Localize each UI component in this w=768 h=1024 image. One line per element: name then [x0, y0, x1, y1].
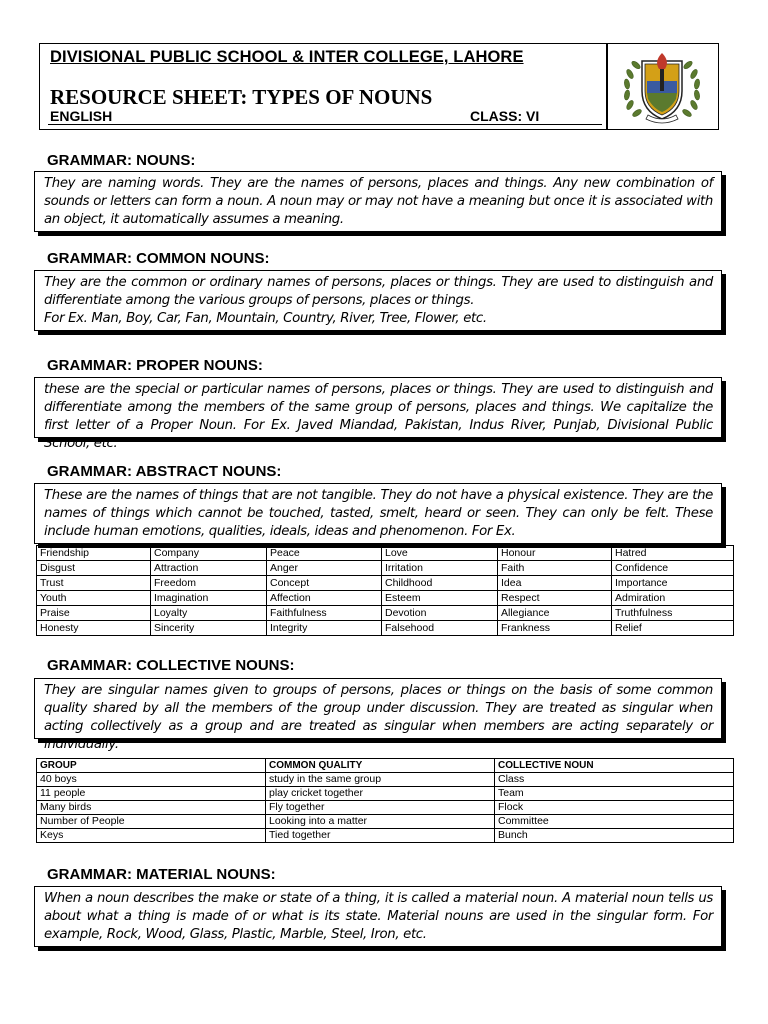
table-cell: Attraction [151, 561, 267, 576]
definition-text: These are the names of things that are not tangible. They do not have a physical existence. They are the names of things which cannot be touched, tasted, smelt, heard or seen. They can only be felt. These include human emotions, qualities, ideals, ideas and phenomenon. For Ex. [44, 488, 713, 539]
table-cell: Relief [612, 621, 734, 636]
school-name: DIVISIONAL PUBLIC SCHOOL & INTER COLLEGE, LAHORE [50, 48, 524, 66]
definition-box-abstract-nouns [34, 483, 722, 544]
column-header: COLLECTIVE NOUN [495, 759, 734, 773]
page-title: RESOURCE SHEET: TYPES OF NOUNS [50, 85, 433, 109]
table-cell: Peace [267, 546, 382, 561]
table-cell: Fly together [266, 801, 495, 815]
table-cell: Devotion [382, 606, 498, 621]
table-cell: Frankness [498, 621, 612, 636]
table-cell: Class [495, 773, 734, 787]
table-cell: Freedom [151, 576, 267, 591]
table-cell: Affection [267, 591, 382, 606]
definition-text: When a noun describes the make or state of a thing, it is called a material noun. A material noun tells us about what a thing is made of or what is its state. Material nouns are used in the singular form. For example, Rock, Wood, Glass, Plastic, Marble, Steel, Iron, etc. [44, 891, 713, 942]
table-cell: Hatred [612, 546, 734, 561]
definition-box-proper-nouns [34, 377, 722, 451]
table-cell: Honour [498, 546, 612, 561]
definition-text: They are singular names given to groups of persons, places or things on the basis of some common quality shared by all the members of the group under discussion. They are treated as singular when acting collectively as a group and are treated as singular when members are acting separately or individually. [44, 683, 713, 752]
table-cell: Faithfulness [267, 606, 382, 621]
table-cell: Confidence [612, 561, 734, 576]
table-row [37, 546, 734, 561]
table-cell: Anger [267, 561, 382, 576]
table-cell: 11 people [37, 787, 266, 801]
table-cell: Honesty [37, 621, 151, 636]
subject-label: ENGLISH [50, 108, 113, 124]
table-cell: 40 boys [37, 773, 266, 787]
table-cell: study in the same group [266, 773, 495, 787]
table-row [37, 829, 734, 843]
table-cell: Concept [267, 576, 382, 591]
collective-nouns-table [36, 758, 734, 843]
table-cell: Sincerity [151, 621, 267, 636]
heading-material-nouns: GRAMMAR: MATERIAL NOUNS: [47, 866, 276, 883]
table-cell: Friendship [37, 546, 151, 561]
table-cell: Importance [612, 576, 734, 591]
heading-collective-nouns: GRAMMAR: COLLECTIVE NOUNS: [47, 657, 295, 674]
definition-box-nouns [34, 171, 722, 232]
heading-common-nouns: GRAMMAR: COMMON NOUNS: [47, 250, 270, 267]
table-cell: Esteem [382, 591, 498, 606]
table-row [37, 561, 734, 576]
table-cell: Youth [37, 591, 151, 606]
table-row [37, 606, 734, 621]
table-cell: play cricket together [266, 787, 495, 801]
definition-text: these are the special or particular names of persons, places or things. They are used to distinguish and differentiate among the members of the same group of persons, places and things. We capitalize the first letter of a Proper Noun. For Ex. Javed Miandad, Pakistan, Indus River, Punjab, Divisional Public School, etc. [44, 382, 713, 451]
table-row [37, 621, 734, 636]
column-header: COMMON QUALITY [266, 759, 495, 773]
table-cell: Team [495, 787, 734, 801]
table-cell: Imagination [151, 591, 267, 606]
table-cell: Falsehood [382, 621, 498, 636]
table-cell: Keys [37, 829, 266, 843]
table-cell: Childhood [382, 576, 498, 591]
table-cell: Faith [498, 561, 612, 576]
table-cell: Trust [37, 576, 151, 591]
header-divider [606, 43, 608, 130]
example-text: For Ex. Man, Boy, Car, Fan, Mountain, Country, River, Tree, Flower, etc. [44, 311, 487, 326]
heading-proper-nouns: GRAMMAR: PROPER NOUNS: [47, 357, 263, 374]
table-row [37, 773, 734, 787]
definition-text: They are the common or ordinary names of persons, places or things. They are used to distinguish and differentiate among the various groups of persons, places or things. [44, 275, 713, 308]
table-cell: Tied together [266, 829, 495, 843]
definition-box-common-nouns [34, 270, 722, 331]
school-crest-logo [618, 47, 706, 127]
table-cell: Love [382, 546, 498, 561]
table-cell: Irritation [382, 561, 498, 576]
heading-nouns: GRAMMAR: NOUNS: [47, 152, 196, 169]
table-cell: Number of People [37, 815, 266, 829]
table-cell: Admiration [612, 591, 734, 606]
table-cell: Respect [498, 591, 612, 606]
table-row [37, 815, 734, 829]
table-cell: Company [151, 546, 267, 561]
table-cell: Flock [495, 801, 734, 815]
table-cell: Bunch [495, 829, 734, 843]
definition-text: They are naming words. They are the names of persons, places and things. Any new combination of sounds or letters can form a noun. A noun may or may not have a meaning but once it is associated with an object, it automatically assumes a meaning. [44, 176, 713, 227]
table-row [37, 591, 734, 606]
class-label: CLASS: VI [470, 108, 540, 124]
table-cell: Truthfulness [612, 606, 734, 621]
table-cell: Integrity [267, 621, 382, 636]
table-cell: Loyalty [151, 606, 267, 621]
table-cell: Allegiance [498, 606, 612, 621]
definition-box-collective-nouns [34, 678, 722, 752]
table-row [37, 787, 734, 801]
table-row [37, 576, 734, 591]
column-header: GROUP [37, 759, 266, 773]
heading-abstract-nouns: GRAMMAR: ABSTRACT NOUNS: [47, 463, 282, 480]
table-cell: Looking into a matter [266, 815, 495, 829]
table-row [37, 801, 734, 815]
table-header-row [37, 759, 734, 773]
definition-box-material-nouns [34, 886, 722, 947]
table-cell: Disgust [37, 561, 151, 576]
table-cell: Idea [498, 576, 612, 591]
abstract-nouns-table [36, 545, 734, 636]
table-cell: Committee [495, 815, 734, 829]
table-cell: Praise [37, 606, 151, 621]
table-cell: Many birds [37, 801, 266, 815]
